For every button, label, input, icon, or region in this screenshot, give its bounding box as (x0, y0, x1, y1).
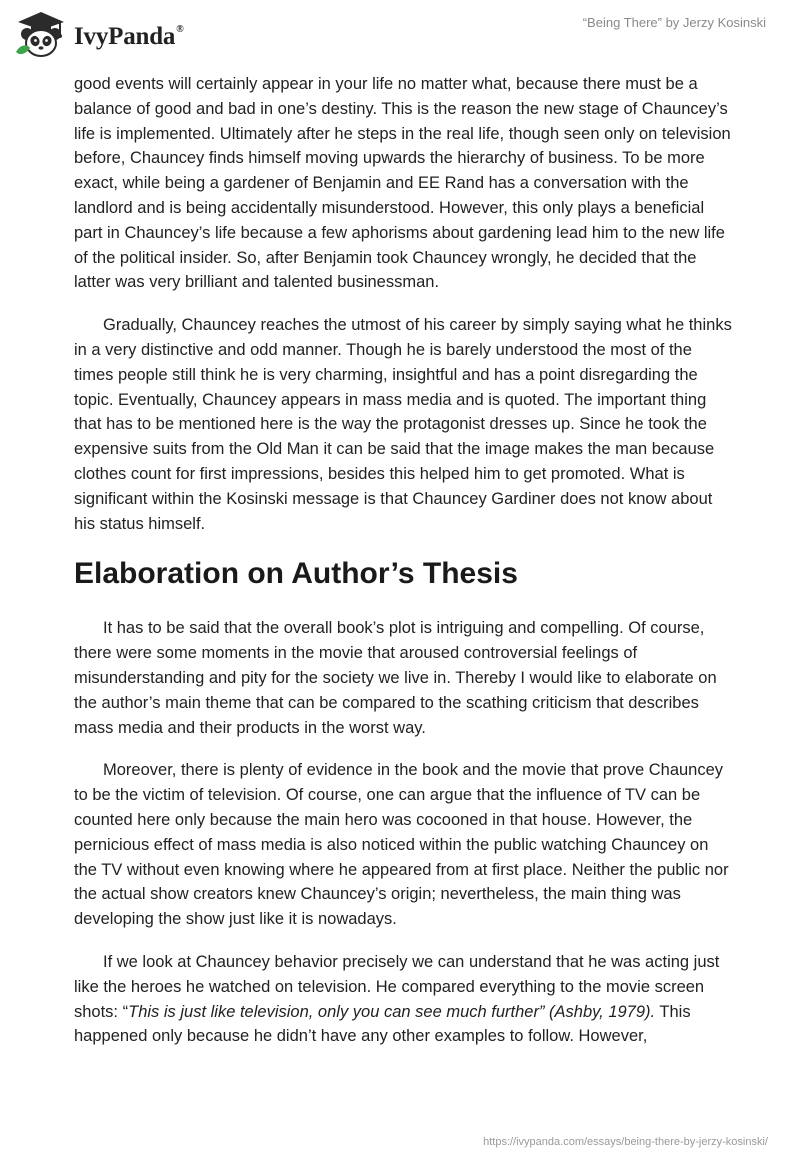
film-quote: This is just like television, only you can see much further” (Ashby, 1979). (128, 1002, 656, 1021)
section-heading: Elaboration on Author’s Thesis (74, 557, 518, 591)
document-title: “Being There” by Jerzy Kosinski (582, 15, 766, 30)
paragraph-1: good events will certainly appear in your life no matter what, because there must be a balance of good and bad in one’s destiny. This is the reason the new stage of Chauncey’s life is implemented. Ultimately after he steps in the real life, though seen only on television before, Chauncey finds himself moving upwards the hierarchy of business. To be more exact, while being a gardener of Benjamin and EE Rand has a conversation with the landlord and is being accidentally misunderstood. However, this only plays a beneficial part in Chauncey’s life because a few aphorisms about gardening lead him to the new life of the political insider. So, after Benjamin took Chauncey wrongly, he decided that the latter was very brilliant and talented businessman. (74, 75, 731, 292)
paragraph-5 (74, 950, 734, 1049)
page-header (0, 0, 800, 70)
paragraph-4: Moreover, there is plenty of evidence in the book and the movie that prove Chauncey to be the victim of television. Of course, one can argue that the influence of TV can be counted here only because the main hero was cocooned in that house. However, the pernicious effect of mass media is also noticed within the public watching Chauncey on the TV without even knowing where he appeared from at first place. Neither the public nor the actual show creators knew Chauncey’s origin; nevertheless, the main thing was developing the show just like it is nowadays. (74, 761, 729, 929)
panda-graduate-icon (14, 8, 68, 60)
essay-content (74, 70, 734, 1067)
brand-logo[interactable] (14, 8, 184, 60)
paragraph-3: It has to be said that the overall book’s plot is intriguing and compelling. Of course, there were some moments in the movie that aroused controversial feelings of misunderstanding and pity for the society we live in. Thereby I would like to elaborate on the author’s main theme that can be compared to the scathing criticism that describes mass media and their products in the worst way. (74, 619, 717, 737)
source-url[interactable]: https://ivypanda.com/essays/being-there-by-jerzy-kosinski/ (483, 1136, 768, 1148)
brand-name: IvyPanda® (74, 23, 184, 50)
paragraph-5-text-b: This happened only because he didn’t have any other examples to follow. However, (74, 1002, 691, 1046)
paragraph-5-text-a: If we look at Chauncey behavior precisely we can understand that he was acting just like the heroes he watched on television. He compared everything to the movie screen shots: “ (74, 952, 720, 1021)
paragraph-2: Gradually, Chauncey reaches the utmost of his career by simply saying what he thinks in a very distinctive and odd manner. Though he is barely understood the most of the times people still think he is very charming, insightful and has a point disregarding the topic. Eventually, Chauncey appears in mass media and is quoted. The important thing that has to be mentioned here is the way the protagonist dresses up. Since he took the expensive suits from the Old Man it can be said that the image makes the man because clothes count for first impressions, besides this helped him to get promoted. What is significant within the Kosinski message is that Chauncey Gardiner does not know about his status himself. (74, 316, 732, 533)
